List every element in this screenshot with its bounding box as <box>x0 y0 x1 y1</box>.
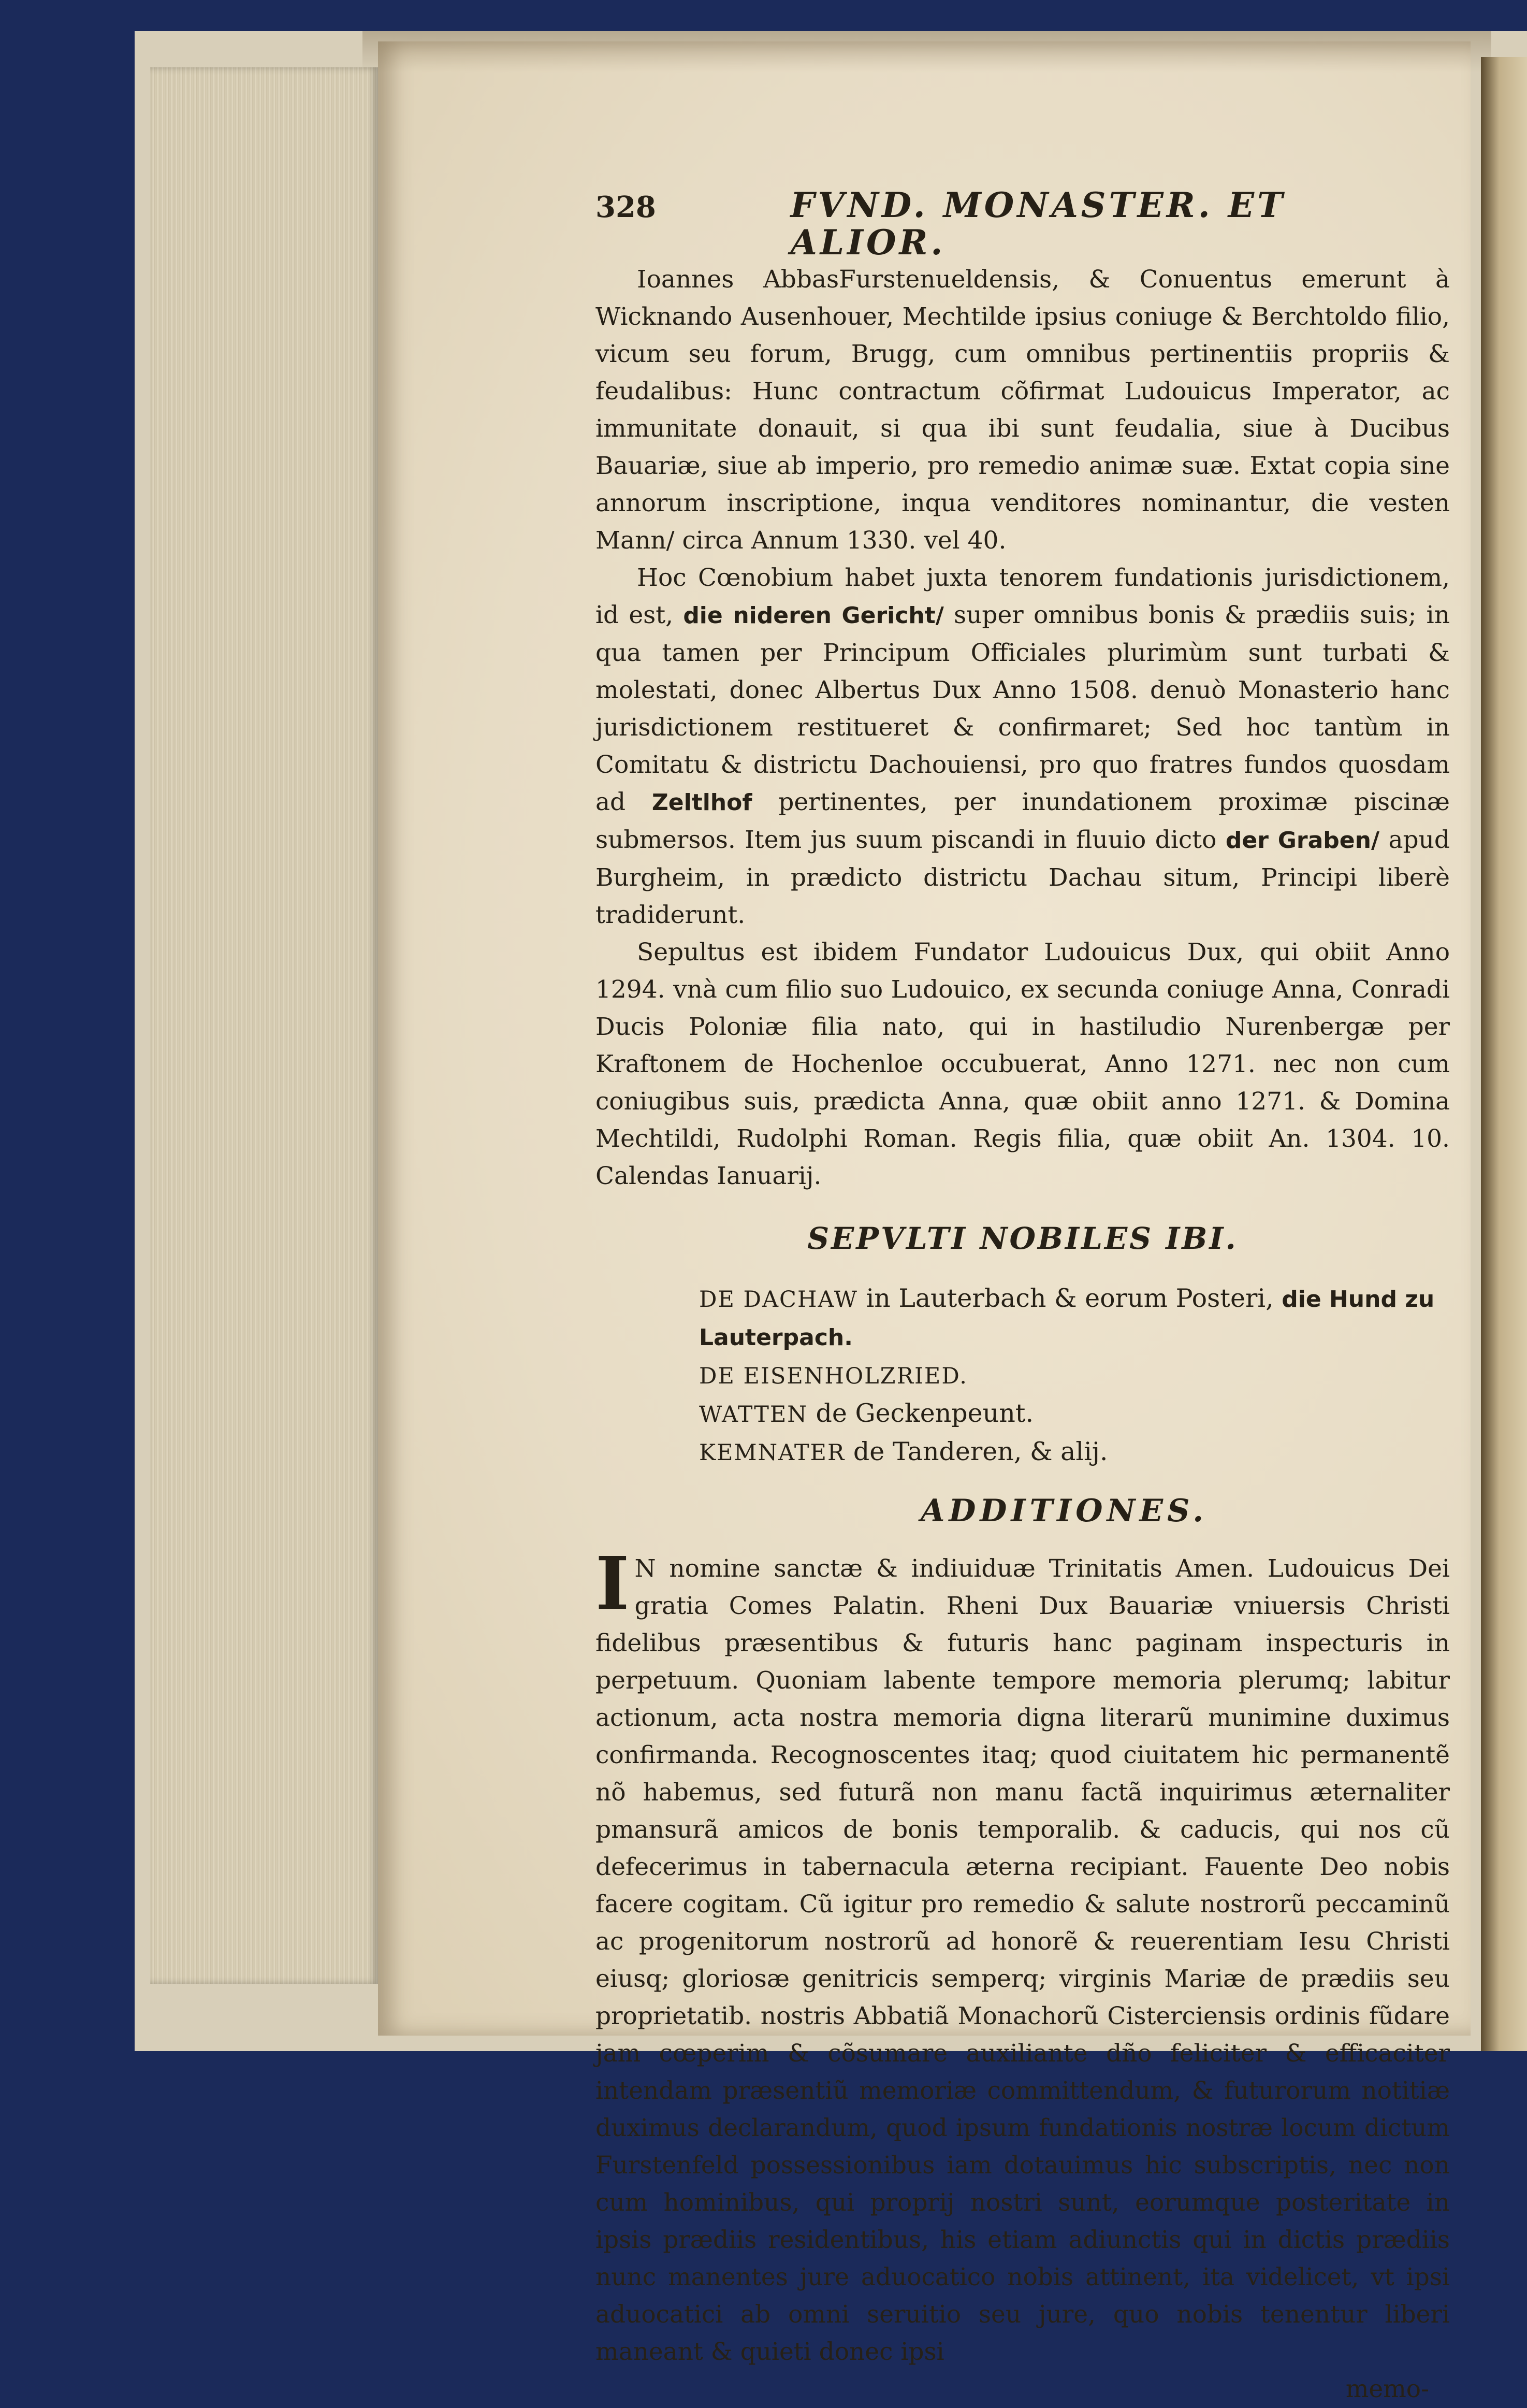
nobiles-name: KEMNATER <box>699 1440 846 1466</box>
paragraph-3: Sepultus est ibidem Fundator Ludouicus Dux, qui obiit Anno 1294. vnà cum filio suo Ludouico, ex secunda coniuge Anna, Conradi Ducis Poloniæ filia nato, qui in hastiludio Nurenbergæ per Kraftonem de Hochenloe occubuerat, Anno 1271. nec non cum coniugibus suis, prædicta Anna, quæ obiit anno 1271. & Domina Mechtildi, Rudolphi Roman. Regis filia, quæ obiit An. 1304. 10. Calendas Ianuarij. <box>595 938 1450 1190</box>
nobiles-item <box>699 1433 1450 1472</box>
page-number: 328 <box>595 190 656 224</box>
right-page-edge <box>1481 57 1527 2051</box>
nobiles-name: WATTEN <box>699 1402 808 1428</box>
nobiles-item <box>699 1357 1450 1395</box>
additiones-body: N nomine sanctæ & indiuiduæ Trinitatis Amen. Ludouicus Dei gratia Comes Palatin. Rheni Dux Bauariæ vniuersis Christi fidelibus præsentibus & futuris hanc paginam inspecturis in perpetuum. Quoniam labente tempore memoria plerumq; labitur actionum, acta nostra memoria digna literarũ munimine duximus confirmanda. Recognoscentes itaq; quod ciuitatem hic permanentẽ nõ habemus, sed futurã non manu factã inquirimus æternaliter pmansurã amicos de bonis temporalib. & caducis, qui nos cũ defecerimus in tabernacula æterna recipiant. Fauente Deo nobis facere cogitam. Cũ igitur pro remedio & salute nostrorũ peccaminũ ac progenitorum nostrorũ ad honorẽ & reuerentiam Iesu Christi eiusq; gloriosæ genitricis semperq; virginis Mariæ de prædiis seu proprietatib. nostris Abbatiã Monachorũ Cisterciensis ordinis fũdare jam cœperim & cõsumare auxiliante dño feliciter & efficaciter intendam præsentiũ memoriæ committendum, & futurorum notitiæ duximus declarandum, quod ipsum fundationis nostræ locum dictum Furstenfeld possessionibus iam dotauimus hic subscriptis, nec non cum hominibus, qui proprij nostri sunt, eorumque posteritate in ipsis prædiis residentibus, his etiam adiunctis qui in dictis prædiis nunc manentes jure aduocatico nobis attinent, ita videlicet, vt ipsi aduocatici ab omni seruitio seu jure, quo nobis tenentur liberi maneant & quieti donec ipsi <box>595 1554 1450 2366</box>
nobiles-name: DE DACHAW <box>699 1287 858 1313</box>
paragraph-1: Ioannes AbbasFurstenueldensis, & Conuentus emerunt à Wicknando Ausenhouer, Mechtilde ipsius coniuge & Berchtoldo filio, vicum seu forum, Brugg, cum omnibus pertinentiis propriis & feudalibus: Hunc contractum cõfirmat Ludouicus Imperator, ac immunitate donauit, si qua ibi sunt feudalia, siue à Ducibus Bauariæ, siue ab imperio, pro remedio animæ suæ. Extat copia sine annorum inscriptione, inqua venditores nominantur, die vesten Mann/ circa Annum 1330. vel 40. <box>595 265 1450 555</box>
catchword: memo- <box>1345 2375 1429 2403</box>
additiones-heading: ADDITIONES. <box>920 1493 1208 1529</box>
para2-blackletter-2: Zeltlhof <box>651 789 752 816</box>
para2-text-b: super omnibus bonis & prædiis suis; in qua tamen per Principum Officiales plurimùm sunt turbati & molestati, donec Albertus Dux Anno 1508. denuò Monasterio hanc jurisdictionem restitueret & confirmaret; Sed hoc tantùm in Comitatu & districtu Dachouiensi, pro quo fratres fundos quosdam ad <box>595 601 1450 816</box>
nobiles-desc: in Lauterbach & eorum Posteri, <box>866 1284 1274 1313</box>
nobiles-name: DE EISENHOLZRIED. <box>699 1363 968 1389</box>
nobiles-list <box>699 1280 1450 1472</box>
nobiles-item <box>699 1395 1450 1433</box>
para2-text-c: pertinentes, per inundationem proximæ piscinæ submersos. Item jus suum piscandi in fluuio dicto <box>595 788 1450 854</box>
nobiles-desc: de Geckenpeunt. <box>816 1398 1034 1428</box>
para2-blackletter-1: die nideren Gericht/ <box>683 602 944 629</box>
page-edges <box>150 67 378 1984</box>
para2-text-a: Hoc Cœnobium habet juxta tenorem fundationis jurisdictionem, id est, <box>595 564 1450 629</box>
page-header <box>595 186 1450 261</box>
nobiles-item <box>699 1280 1450 1357</box>
drop-capital: I <box>595 1541 630 1626</box>
nobiles-desc: de Tanderen, & alij. <box>853 1437 1108 1466</box>
page-text <box>595 186 1450 2408</box>
running-head: FVND. MONASTER. ET ALIOR. <box>790 185 1286 263</box>
nobiles-heading: SEPVLTI NOBILES IBI. <box>807 1221 1238 1256</box>
nobiles-blackletter: die Hund zu Lauterpach. <box>699 1286 1435 1351</box>
para2-blackletter-3: der Graben/ <box>1225 827 1380 854</box>
additiones-text <box>595 1541 1450 2371</box>
page-shadow <box>362 31 1491 73</box>
paragraph-2 <box>595 559 1450 934</box>
para2-text-d: apud Burgheim, in prædicto districtu Dachau situm, Principi liberè tradiderunt. <box>595 826 1450 929</box>
